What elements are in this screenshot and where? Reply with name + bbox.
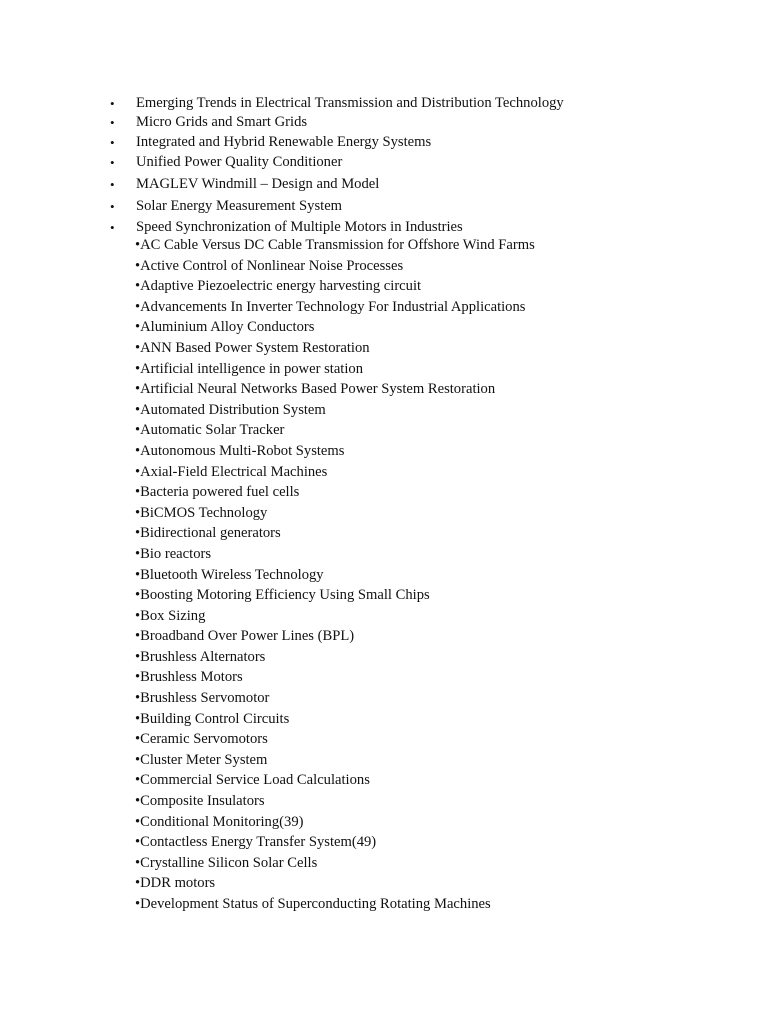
- list-item: •Broadband Over Power Lines (BPL): [135, 628, 355, 645]
- list-item: •Cluster Meter System: [135, 751, 268, 768]
- list-item: •Brushless Alternators: [135, 648, 266, 665]
- list-item-text: MAGLEV Windmill – Design and Model: [136, 175, 380, 192]
- list-item: •Bluetooth Wireless Technology: [135, 566, 324, 583]
- list-item: •Development Status of Superconducting Rotating Machines: [135, 896, 491, 912]
- bullet-icon: •: [110, 96, 115, 111]
- list-item: •Bidirectional generators: [135, 525, 281, 542]
- list-item: •AC Cable Versus DC Cable Transmission for Offshore Wind Farms: [135, 237, 535, 253]
- list-item: •Crystalline Silicon Solar Cells: [135, 854, 318, 871]
- list-item: •Advancements In Inverter Technology For Industrial Applications: [135, 298, 526, 315]
- list-item: [110, 113, 564, 132]
- list-item: •Aluminium Alloy Conductors: [135, 319, 315, 336]
- list-item: •ANN Based Power System Restoration: [135, 339, 370, 356]
- list-item: •Ceramic Servomotors: [135, 731, 268, 748]
- list-item: •Boosting Motoring Efficiency Using Small Chips: [135, 587, 430, 604]
- bullet-icon: •: [110, 115, 115, 131]
- inline-bullet-topic-list: [135, 235, 535, 915]
- bullet-icon: •: [110, 155, 115, 171]
- list-item-text: Unified Power Quality Conditioner: [136, 154, 343, 171]
- list-item-text: Integrated and Hybrid Renewable Energy Systems: [136, 133, 432, 150]
- list-item: •Autonomous Multi-Robot Systems: [135, 442, 345, 459]
- bullet-icon: •: [110, 134, 115, 150]
- list-item: [110, 196, 564, 218]
- list-item: •Conditional Monitoring(39): [135, 813, 304, 830]
- list-item: •Bacteria powered fuel cells: [135, 484, 300, 501]
- bulleted-topic-list: [110, 94, 564, 237]
- list-item: •Axial-Field Electrical Machines: [135, 463, 328, 480]
- list-item-text: Speed Synchronization of Multiple Motors in Industries: [136, 218, 463, 235]
- list-item: •Adaptive Piezoelectric energy harvesting circuit: [135, 278, 422, 295]
- list-item: •Commercial Service Load Calculations: [135, 772, 370, 789]
- list-item: [110, 94, 564, 113]
- list-item: [110, 174, 564, 196]
- list-item: •Bio reactors: [135, 545, 212, 562]
- list-item: [110, 133, 564, 152]
- list-item: •Box Sizing: [135, 607, 206, 624]
- list-item: •Automatic Solar Tracker: [135, 422, 285, 439]
- bullet-icon: •: [110, 219, 115, 235]
- list-item: •DDR motors: [135, 875, 216, 892]
- list-item-text: Micro Grids and Smart Grids: [136, 114, 308, 131]
- list-item: •Contactless Energy Transfer System(49): [135, 834, 377, 851]
- list-item: •Composite Insulators: [135, 793, 265, 810]
- list-item: •Brushless Servomotor: [135, 690, 270, 707]
- bullet-icon: •: [110, 198, 115, 214]
- bullet-icon: •: [110, 176, 115, 192]
- list-item: •Building Control Circuits: [135, 710, 290, 727]
- list-item: [110, 152, 564, 174]
- list-item: •Brushless Motors: [135, 669, 243, 686]
- list-item: •Automated Distribution System: [135, 401, 326, 418]
- list-item-text: Emerging Trends in Electrical Transmission and Distribution Technology: [136, 95, 564, 111]
- list-item: •Artificial intelligence in power station: [135, 360, 363, 377]
- list-item: •BiCMOS Technology: [135, 504, 268, 521]
- list-item: •Artificial Neural Networks Based Power System Restoration: [135, 381, 496, 398]
- list-item: •Active Control of Nonlinear Noise Processes: [135, 257, 404, 274]
- list-item-text: Solar Energy Measurement System: [136, 197, 343, 214]
